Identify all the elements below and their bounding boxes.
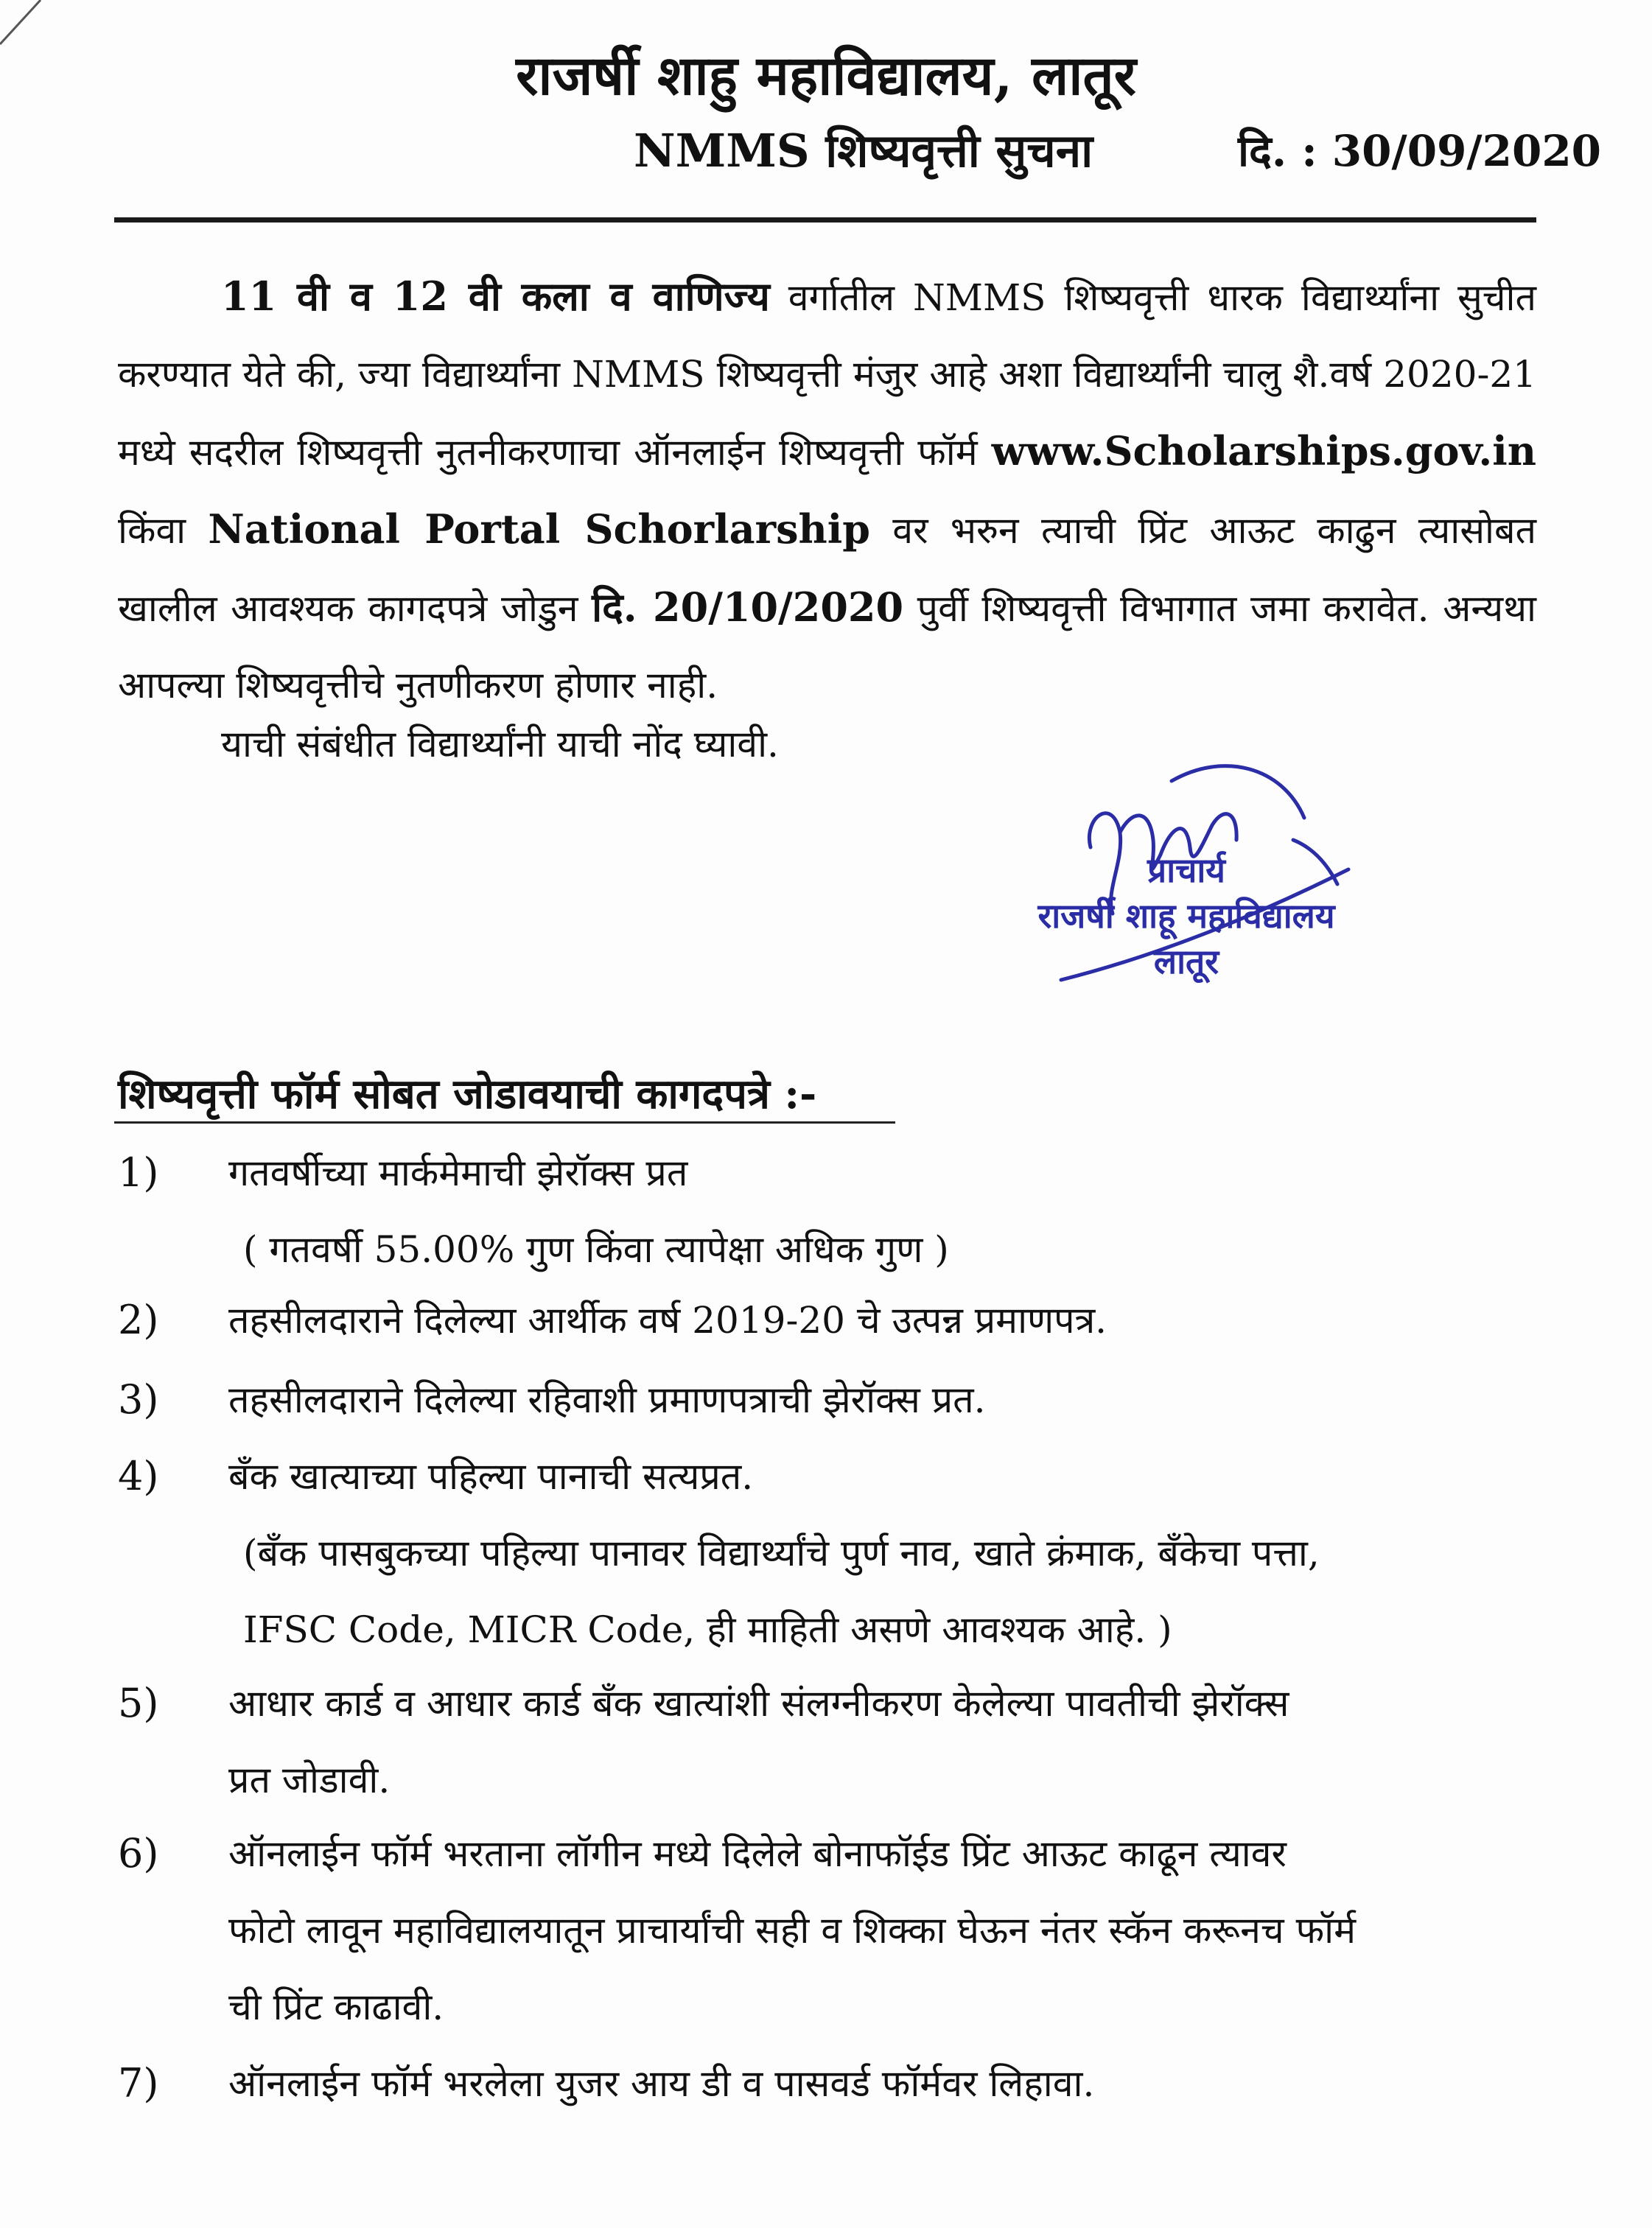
body-part-2: वर भरुन त्याची प्रिंट आऊट काढुन त्यासोबत खालील आवश्यक कागदपत्रे जोडुन xyxy=(118,509,1537,630)
document-number: 4) xyxy=(118,1453,159,1499)
document-number: 7) xyxy=(118,2060,159,2106)
deadline-text: दि. 20/10/2020 xyxy=(592,584,904,631)
stamp-city: लातूर xyxy=(1153,942,1219,981)
document-line: आधार कार्ड व आधार कार्ड बँक खात्यांशी संलग्नीकरण केलेल्या पावतीची झेरॉक्स xyxy=(228,1682,1289,1725)
document-number: 3) xyxy=(118,1376,159,1423)
closing-line: याची संबंधीत विद्यार्थ्यांनी याची नोंद घ्यावी. xyxy=(221,723,779,766)
document-line: (बँक पासबुकच्या पहिल्या पानावर विद्यार्थ्यांचे पुर्ण नाव, खाते क्रंमाक, बँकेचा पत्ता, xyxy=(243,1532,1320,1574)
document-line: फोटो लावून महाविद्यालयातून प्राचार्यांची सही व शिक्का घेऊन नंतर स्कॅन करूनच फॉर्म xyxy=(228,1909,1356,1952)
document-line: गतवर्षीच्या मार्कमेमाची झेरॉक्स प्रत xyxy=(228,1152,688,1194)
body-part-3: पुर्वी शिष्यवृत्ती विभागात जमा करावेत. अन्यथा आपल्या शिष्यवृत्तीचे नुतणीकरण होणार नाही. xyxy=(118,587,1536,707)
principal-stamp xyxy=(1017,847,1356,984)
website-text: www.Scholarships.gov.in xyxy=(991,427,1536,474)
document-line: बँक खात्याच्या पहिल्या पानाची सत्यप्रत. xyxy=(228,1455,754,1498)
notice-date: दि. : 30/09/2020 xyxy=(1238,126,1602,176)
document-line: ची प्रिंट काढावी. xyxy=(228,1986,444,2028)
portal-text: National Portal Schorlarship xyxy=(208,505,870,553)
classes-text: 11 वी व 12 वी कला व वाणिज्य xyxy=(221,273,770,320)
notice-body xyxy=(118,258,1536,724)
document-line: तहसीलदाराने दिलेल्या रहिवाशी प्रमाणपत्राची झेरॉक्स प्रत. xyxy=(228,1379,986,1421)
documents-heading-underline xyxy=(114,1121,895,1124)
stamp-title: प्राचार्य xyxy=(1147,850,1225,890)
document-number: 6) xyxy=(118,1830,159,1877)
document-line: ऑनलाईन फॉर्म भरलेला युजर आय डी व पासवर्ड फॉर्मवर लिहावा. xyxy=(228,2062,1095,2105)
document-number: 2) xyxy=(118,1297,159,1343)
document-line: ऑनलाईन फॉर्म भरताना लॉगीन मध्ये दिलेले बोनाफॉईड प्रिंट आऊट काढून त्यावर xyxy=(228,1832,1287,1875)
college-name: राजर्षी शाहु महाविद्यालय, लातूर xyxy=(516,44,1136,108)
document-line: IFSC Code, MICR Code, ही माहिती असणे आवश्यक आहे. ) xyxy=(243,1608,1172,1651)
document-number: 1) xyxy=(118,1149,159,1196)
documents-heading: शिष्यवृत्ती फॉर्म सोबत जोडावयाची कागदपत्रे :- xyxy=(118,1070,817,1118)
body-part-1: वर्गातील NMMS शिष्यवृत्ती धारक विद्यार्थ्यांना सुचीत करण्यात येते की, ज्या विद्यार्थ्यांना NMMS शिष्यवृत्ती मंजुर आहे अशा विद्यार्थ्यांनी चालु शै.वर्ष 2020-21 मध्ये सदरील शिष्यवृत्ती नुतनीकरणाचा ऑनलाईन शिष्यवृत्ती फॉर्म xyxy=(118,276,1536,474)
header-divider xyxy=(114,217,1536,223)
document-line: ( गतवर्षी 55.00% गुण किंवा त्यापेक्षा अधिक गुण ) xyxy=(243,1228,949,1271)
stamp-college: राजर्षी शाहू महाविद्यालय xyxy=(1037,896,1335,936)
document-line: तहसीलदाराने दिलेल्या आर्थीक वर्ष 2019-20 चे उत्पन्न प्रमाणपत्र. xyxy=(228,1299,1107,1342)
or-text: किंवा xyxy=(118,509,209,552)
document-line: प्रत जोडावी. xyxy=(228,1759,391,1801)
document-number: 5) xyxy=(118,1680,159,1726)
notice-title: NMMS शिष्यवृत्ती सुचना xyxy=(634,124,1093,178)
